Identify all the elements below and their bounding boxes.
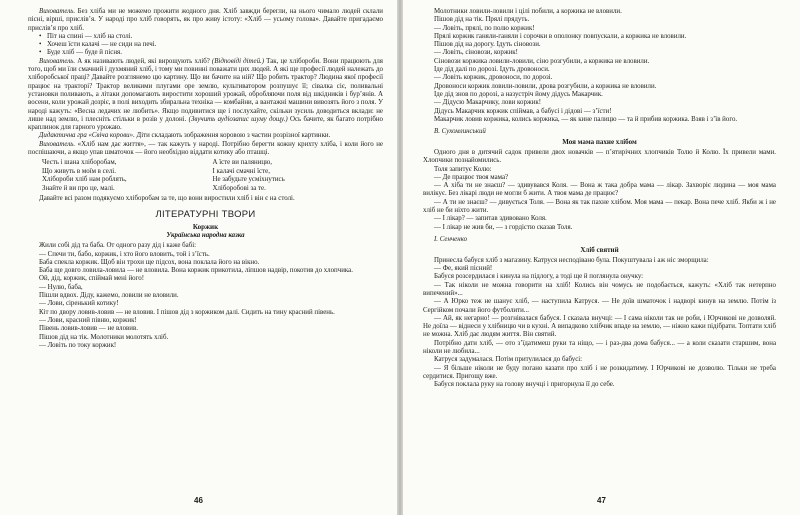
teacher-paragraph-2: Вихователь. «Хліб нам дає життя», — так кажуть у народі. Потрібно берегти кожну крихту хліба, і коли його не поспішаючи, а якщо упав шматочок — його необхідно віддати котику або пташці. (28, 140, 383, 157)
author-name: В. Сухомлинський (434, 128, 486, 136)
game-paragraph: Дидактична гра «Свіча корови». Діти складають зображення коровою з частин розрізної картинки. (39, 132, 331, 140)
story-line: — Спечи ти, бабо, коржик, і хто його вловить, той і з’їсть. (39, 250, 210, 258)
poem-line: Хлібороби хліб нам роблять, (42, 176, 127, 184)
poem-line: Честь і шана хліборобам, (42, 159, 117, 167)
story-line: Макарчик ловив коржика, колись коржика, — як кине палицю — та й прибив коржика. Взяв і з’їв його. (434, 115, 738, 123)
story-line: — Я більше ніколи не буду погано казати про хліб і не розкидатиму. І Юрчикові не дозволю. Тільки не треба сердитися. Пригощу вже. (423, 364, 776, 380)
story-line: Пішов дід на тік. Молотники молотять хліб. (39, 333, 169, 341)
story-line: — І лікар не жив би, — з гордістю сказав Толя. (434, 223, 573, 231)
story-line: Одного дня в дитячий садок привели двох новачків — п’ятирічних хлопчиків Толю й Колю. Їх привели мами. Хлопчики познайомились. (423, 148, 776, 165)
story-line: Пішов дід на дорогу. Ідуть сіновози. (434, 41, 541, 49)
proverb-item: • Піт на спині — хліб на столі. (39, 32, 133, 40)
story-line: Пішли вдвох. Діду, кажемо, ловили не вловили. (39, 292, 179, 300)
story-line: Півень ловив-ловив — не вловив. (39, 325, 138, 333)
story-note: Українська народна казка (166, 231, 245, 239)
author-name: І. Сенченко (434, 235, 468, 243)
story-line: Дровоноси коржик ловили-ловили, дрова розгубили, а коржика не вловили. (434, 82, 657, 90)
story-line: — Нулю, баба, (39, 283, 83, 291)
story-line: Дідусь Макарчик коржик спіймав, а бабусі і дідові — з’їсти! (434, 107, 612, 115)
story-line: Толя запитує Колю: (434, 165, 492, 173)
story-line: Катруся задумалася. Потім притулилася до бабусі: (434, 356, 583, 364)
intro-paragraph: Вихователь. Без хліба ми не можемо прожити жодного дня. Хліб завжди берегли, на нього чимало людей склали пісні, вірші, прислів’я. У народі про хліб говорять, як про живу істоту: «Хліб — усьому голова». Давайте пригадаємо прислів’я про хліб. (28, 8, 383, 32)
story-line: Іде дід далі по дорозі. Ідуть дровоноси. (434, 66, 550, 74)
right-page (403, 0, 800, 515)
poem-column-left (42, 159, 213, 193)
story-title: Коржик (192, 223, 219, 232)
story-line: — Ловіть, сіновози, коржик! (434, 49, 518, 57)
poem-column-right (213, 159, 384, 193)
story-title: Хліб святий (580, 246, 619, 255)
page-number: 46 (194, 496, 203, 505)
story-line: Принесла бабуся хліб з магазину. Катруся несподівано була. Покуштувала і аж ніс зморщила: (434, 256, 709, 264)
story-line: Іде дід знов по дорозі, а назустріч йому дідусь Макарчик. (434, 90, 603, 98)
story-line: — А Юрко теж не шанує хліб, — наступила Катруся. — Не доїв шматочок і надворі кинув на землю. Потім із Сергійком почали його футболити... (423, 298, 776, 314)
story-line: Баба ще довго ловила-ловила — не вловила. Вона коржик прикотила, ліпшов надвір, покотив до хлопчика. (39, 267, 353, 275)
story-line: — Так ніколи не можна говорити на хліб! Колись він чомусь не подобається, кажуть: «Хліб так нетерпно випечений»... (423, 281, 776, 297)
story-line: Бабуся поклала руку на голову внучці і пригорнула її до себе. (434, 381, 615, 389)
story-line: — Ловіть коржик, дровоноси, по дорозі. (434, 74, 553, 82)
closing-paragraph: Давайте всі разом подякуємо хліборобам за те, що вони виростили хліб і він є на столі. (39, 194, 295, 202)
story-line: Сіновози коржика ловили-ловили, сіно розгубили, а коржика не вловили. (434, 57, 650, 65)
story-line: — Фе, який пісний! (434, 265, 493, 273)
story-line: Кіт по двору ловив-ловив — не вловив. І пішов дід з коржиком далі. Сидить на тину красний півень. (39, 308, 335, 316)
story-line: Потрібно дати хліб, — ото з’їдатимеш руки та ніщо, — і раз-два дома бабуся... — а коли сказати старшим, вона ніколи не любила... (423, 339, 776, 355)
teacher-paragraph: Вихователь. А як називають людей, які вирощують хліб? (Відповіді дітей.) Так, це хлібороби. Вони працюють для того, щоб ми їли смачний і духмяний хліб, і тому ми повинні поважати цих людей. А які ще професії людей належать до хліборобської праці? Давайте розглянемо цю картину. Що ви бачите на ній? Що робить трактор? Людина якої професії працює на тракторі? Трактор великими плугами оре землю, культиватором розпушує її; сівалка сіє, поливальні установки поливають, а літаки допомагають виростити хороший урожай, обробляючи поля від шкідників і бур’янів. А восени, коли урожай дозріє, в полі виходить збиральна техніка — комбайни, а вантажні машини вивозять його з поля. У народі кажуть: «Весна ледачих не любить». Якщо подивитися ще і послухайте, скільки зусиль доводиться вклади: не лише над землю, і плесніть стільки в розів у долоні. (Звучить аудіозапис шуму дощу.) Ось бачите, як багато потрібно краплинок для гарного урожаю. (28, 57, 383, 132)
story-line: Бабуся розсердилася і кинула на підлогу, а тоді ще й поглянула онучку: (434, 273, 644, 281)
story-line: — Ай, як негарно! — розгнівалася бабуся. І сказала внучці: — І сама ніколи так не роби, і Юрчикові не дозволяй. Не доїла — віднеси у хлібницю чи в кухні. А випадково хлібчик впаде на землю, — ніжно кажи підібрати. Топтати хліб не можна. Хліб дає людям життя. Він святий. (423, 314, 776, 339)
story-title: Моя мама пахне хлібом (562, 138, 637, 147)
story-line: — Де працює твоя мама? (434, 173, 509, 181)
story-line: — А хіба ти не знаєш? — здивувався Коля. — Вона ж така добра мама — лікар. Захворіє людина — моя мама вилікує. Без лікарі люди не могли б жити. А твоя мама де працює? (423, 182, 776, 198)
story-line: Молотники ловили-ловили і цілі побили, а коржика не вловили. (434, 8, 622, 15)
story-line: — Лови, сіренький котику! (39, 300, 119, 308)
story-line: Баба спекла коржик. Щоб він трохи ще підсох, вона поклала його на вікно. (39, 258, 260, 266)
story-line: — Лови, красний півню, коржик! (39, 316, 137, 324)
page-number: 47 (597, 496, 606, 505)
proverb-item: • Буде хліб — буде й пісня. (39, 49, 122, 57)
story-line: — І лікар? — запитав здивовано Коля. (434, 215, 547, 223)
story-line: Прялі коржик ганяли-ганяли і сорочки в ополонку повпускали, а коржика не вловили. (434, 32, 687, 40)
story-line: — Ловіть по току коржик! (39, 341, 117, 349)
story-line: Ой, дід, коржик, спіймай мені його! (39, 275, 145, 283)
story-line: Жили собі дід та баба. От одного разу дід і каже бабі: (39, 242, 197, 250)
poem-line: Не забудьте усміхнутись (212, 176, 285, 184)
story-line: — Дідусю Макарчику, лови коржик! (434, 99, 541, 107)
story-line: Пішов дід на тік. Прялі прядуть. (434, 16, 530, 24)
poem-line: Хліборобові за те. (212, 184, 266, 192)
poem-line: Що живуть в моїм в селі. (42, 167, 116, 175)
left-page (0, 0, 397, 515)
story-line: — А ти не знаєш? — дивується Толя. — Вона як так пахне хлібом. Моя мама — пекар. Вона пече хліб. Якби ж і не хліб не би ніхто жити. (423, 198, 776, 215)
poem (42, 159, 383, 193)
section-title: ЛІТЕРАТУРНІ ТВОРИ (155, 209, 256, 221)
story-line: — Ловіть, прялі, по полю коржик! (434, 24, 535, 32)
poem-line: І калачі смачні їсте, (212, 167, 270, 175)
proverb-item: • Хочеш їсти калачі — не сиди на печі. (39, 41, 157, 49)
poem-line: Знайте й ви про це, малі. (42, 184, 115, 192)
poem-line: А їсте ви паляницю, (212, 159, 272, 167)
